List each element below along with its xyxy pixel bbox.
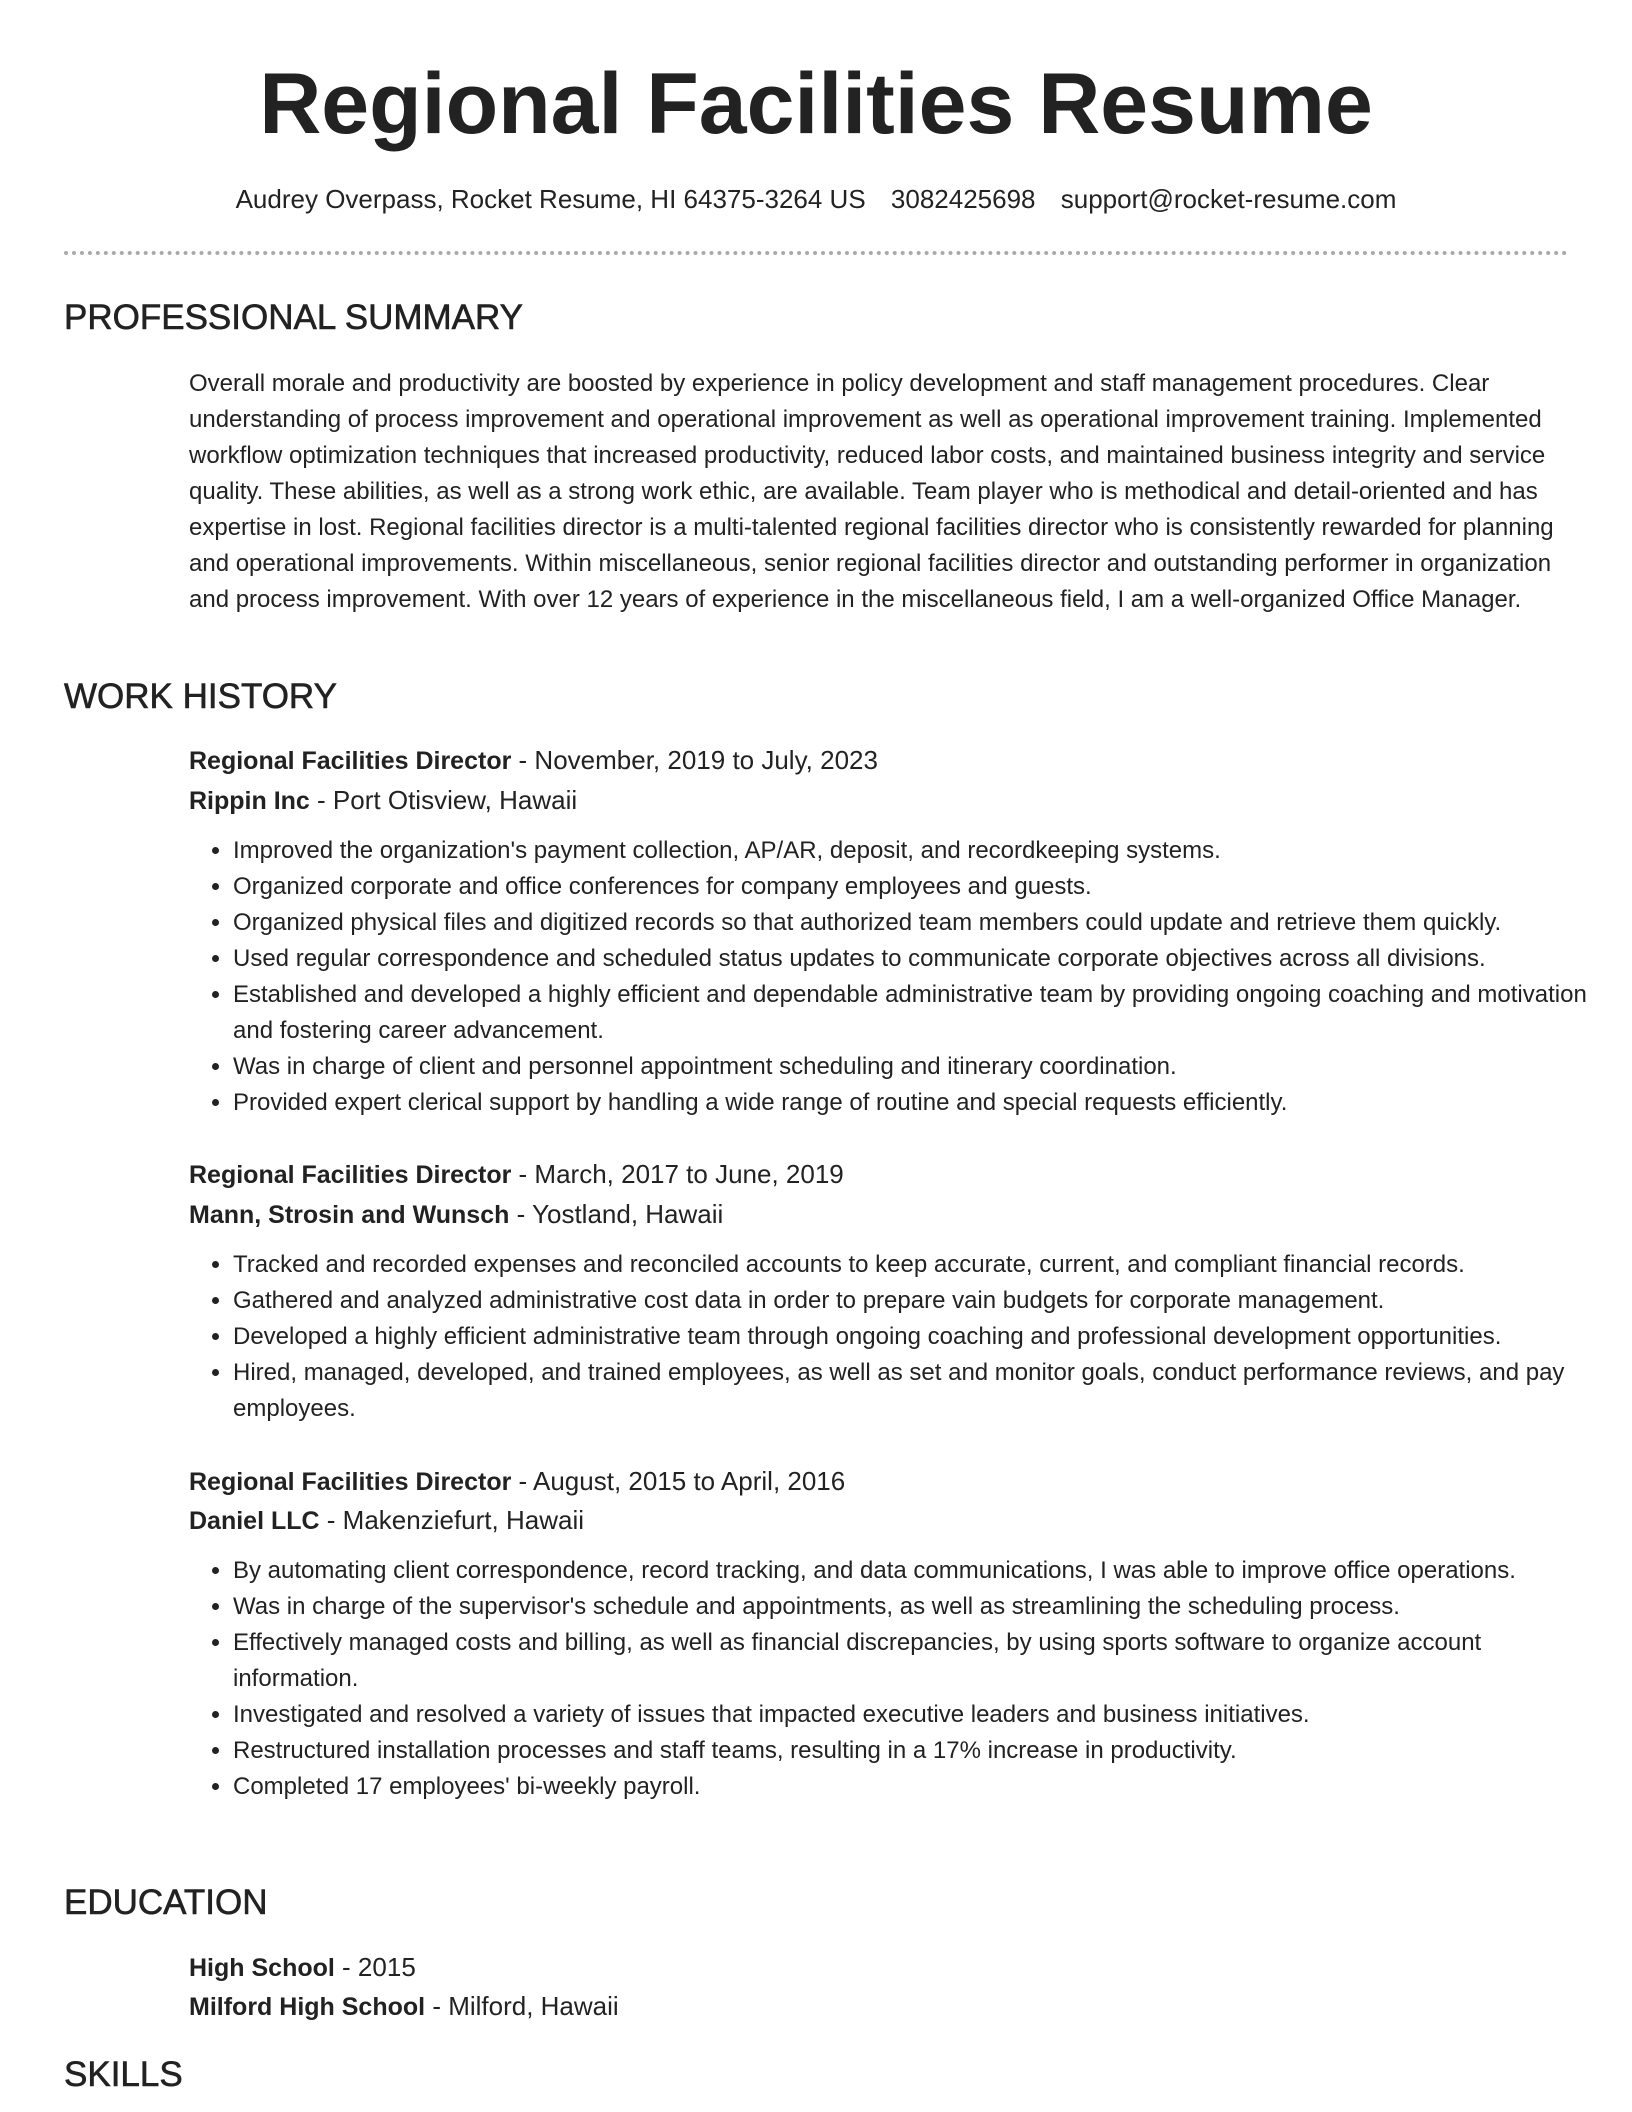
list-item: • Investigated and resolved a variety of issues that impacted executive leaders and business initiatives. (233, 1697, 1613, 1733)
education-degree-line (189, 1947, 416, 1988)
summary-text: Overall morale and productivity are boosted by experience in policy development and staff management procedures. Clear understanding of process improvement and operational improvement as well as operational improvement training. Implemented workflow optimization techniques that increased productivity, reduced labor costs, and maintained business integrity and service quality. These abilities, as well as a strong work ethic, are available. Team player who is methodical and detail-oriented and has expertise in lost. Regional facilities director is a multi-talented regional facilities director who is consistently rewarded for planning and operational improvements. Within miscellaneous, senior regional facilities director and outstanding performer in organization and process improvement. With over 12 years of experience in the miscellaneous field, I am a well-organized Office Manager. (189, 370, 1554, 613)
resume-title: Regional Facilities Resume (259, 56, 1373, 152)
contact-phone: 3082425698 (890, 184, 1036, 214)
job-dates: - March, 2017 to June, 2019 (511, 1159, 844, 1189)
job-title-line (189, 1154, 844, 1195)
job-company: Mann, Strosin and Wunsch (189, 1201, 510, 1229)
list-item: • Developed a highly efficient administrative team through ongoing coaching and professional development opportunities. (233, 1319, 1613, 1355)
list-item: • Completed 17 employees' bi-weekly payroll. (233, 1769, 1613, 1805)
skills-heading: SKILLS (64, 2055, 183, 2094)
list-item: • Provided expert clerical support by handling a wide range of routine and special requests efficiently. (233, 1085, 1613, 1121)
summary-heading: PROFESSIONAL SUMMARY (64, 298, 523, 337)
education-school: Milford High School (189, 1993, 426, 2021)
list-item: • Restructured installation processes and staff teams, resulting in a 17% increase in productivity. (233, 1733, 1613, 1769)
list-item: • Effectively managed costs and billing, as well as financial discrepancies, by using sports software to organize account information. (233, 1625, 1613, 1697)
list-item: • Used regular correspondence and scheduled status updates to communicate corporate objectives across all divisions. (233, 941, 1613, 977)
list-item: • Organized corporate and office conferences for company employees and guests. (233, 869, 1613, 905)
job-dates: - November, 2019 to July, 2023 (511, 745, 878, 775)
job-company-line (189, 1194, 723, 1235)
job-company-line (189, 780, 577, 821)
education-school-line (189, 1986, 619, 2027)
contact-address: Audrey Overpass, Rocket Resume, HI 64375-3264 US (235, 184, 866, 214)
job-location: - Yostland, Hawaii (509, 1199, 724, 1229)
job-title: Regional Facilities Director (189, 747, 512, 775)
list-item: • Hired, managed, developed, and trained employees, as well as set and monitor goals, conduct performance reviews, and pay employees. (233, 1355, 1613, 1427)
job-dates: - August, 2015 to April, 2016 (511, 1466, 846, 1496)
list-item: • Tracked and recorded expenses and reconciled accounts to keep accurate, current, and compliant financial records. (233, 1247, 1613, 1283)
list-item: • Established and developed a highly efficient and dependable administrative team by providing ongoing coaching and motivation and fostering career advancement. (233, 977, 1613, 1049)
list-item: • Was in charge of the supervisor's schedule and appointments, as well as streamlining the scheduling process. (233, 1589, 1613, 1625)
list-item: • Was in charge of client and personnel appointment scheduling and itinerary coordination. (233, 1049, 1613, 1085)
job-title: Regional Facilities Director (189, 1161, 512, 1189)
education-heading: EDUCATION (64, 1883, 268, 1922)
job-location: - Makenziefurt, Hawaii (319, 1505, 584, 1535)
list-item: • Improved the organization's payment collection, AP/AR, deposit, and recordkeeping systems. (233, 833, 1613, 869)
list-item: • Organized physical files and digitized records so that authorized team members could update and retrieve them quickly. (233, 905, 1613, 941)
job-company-line (189, 1500, 584, 1541)
education-location: - Milford, Hawaii (425, 1991, 619, 2021)
list-item: • Gathered and analyzed administrative cost data in order to prepare vain budgets for corporate management. (233, 1283, 1613, 1319)
contact-line (0, 182, 1632, 216)
job-company: Daniel LLC (189, 1507, 320, 1535)
contact-email: support@rocket-resume.com (1060, 184, 1397, 214)
header-divider (64, 251, 1568, 255)
job-location: - Port Otisview, Hawaii (309, 785, 578, 815)
job-bullets (189, 1247, 1613, 1427)
job-title-line (189, 1461, 845, 1502)
list-item: • By automating client correspondence, record tracking, and data communications, I was able to improve office operations. (233, 1553, 1613, 1589)
work-history-heading: WORK HISTORY (64, 677, 337, 716)
job-company: Rippin Inc (189, 787, 310, 815)
job-bullets (189, 833, 1613, 1121)
job-title-line (189, 740, 878, 781)
education-year: - 2015 (334, 1952, 416, 1982)
job-bullets (189, 1553, 1613, 1805)
job-title: Regional Facilities Director (189, 1468, 512, 1496)
education-degree: High School (189, 1954, 335, 1982)
